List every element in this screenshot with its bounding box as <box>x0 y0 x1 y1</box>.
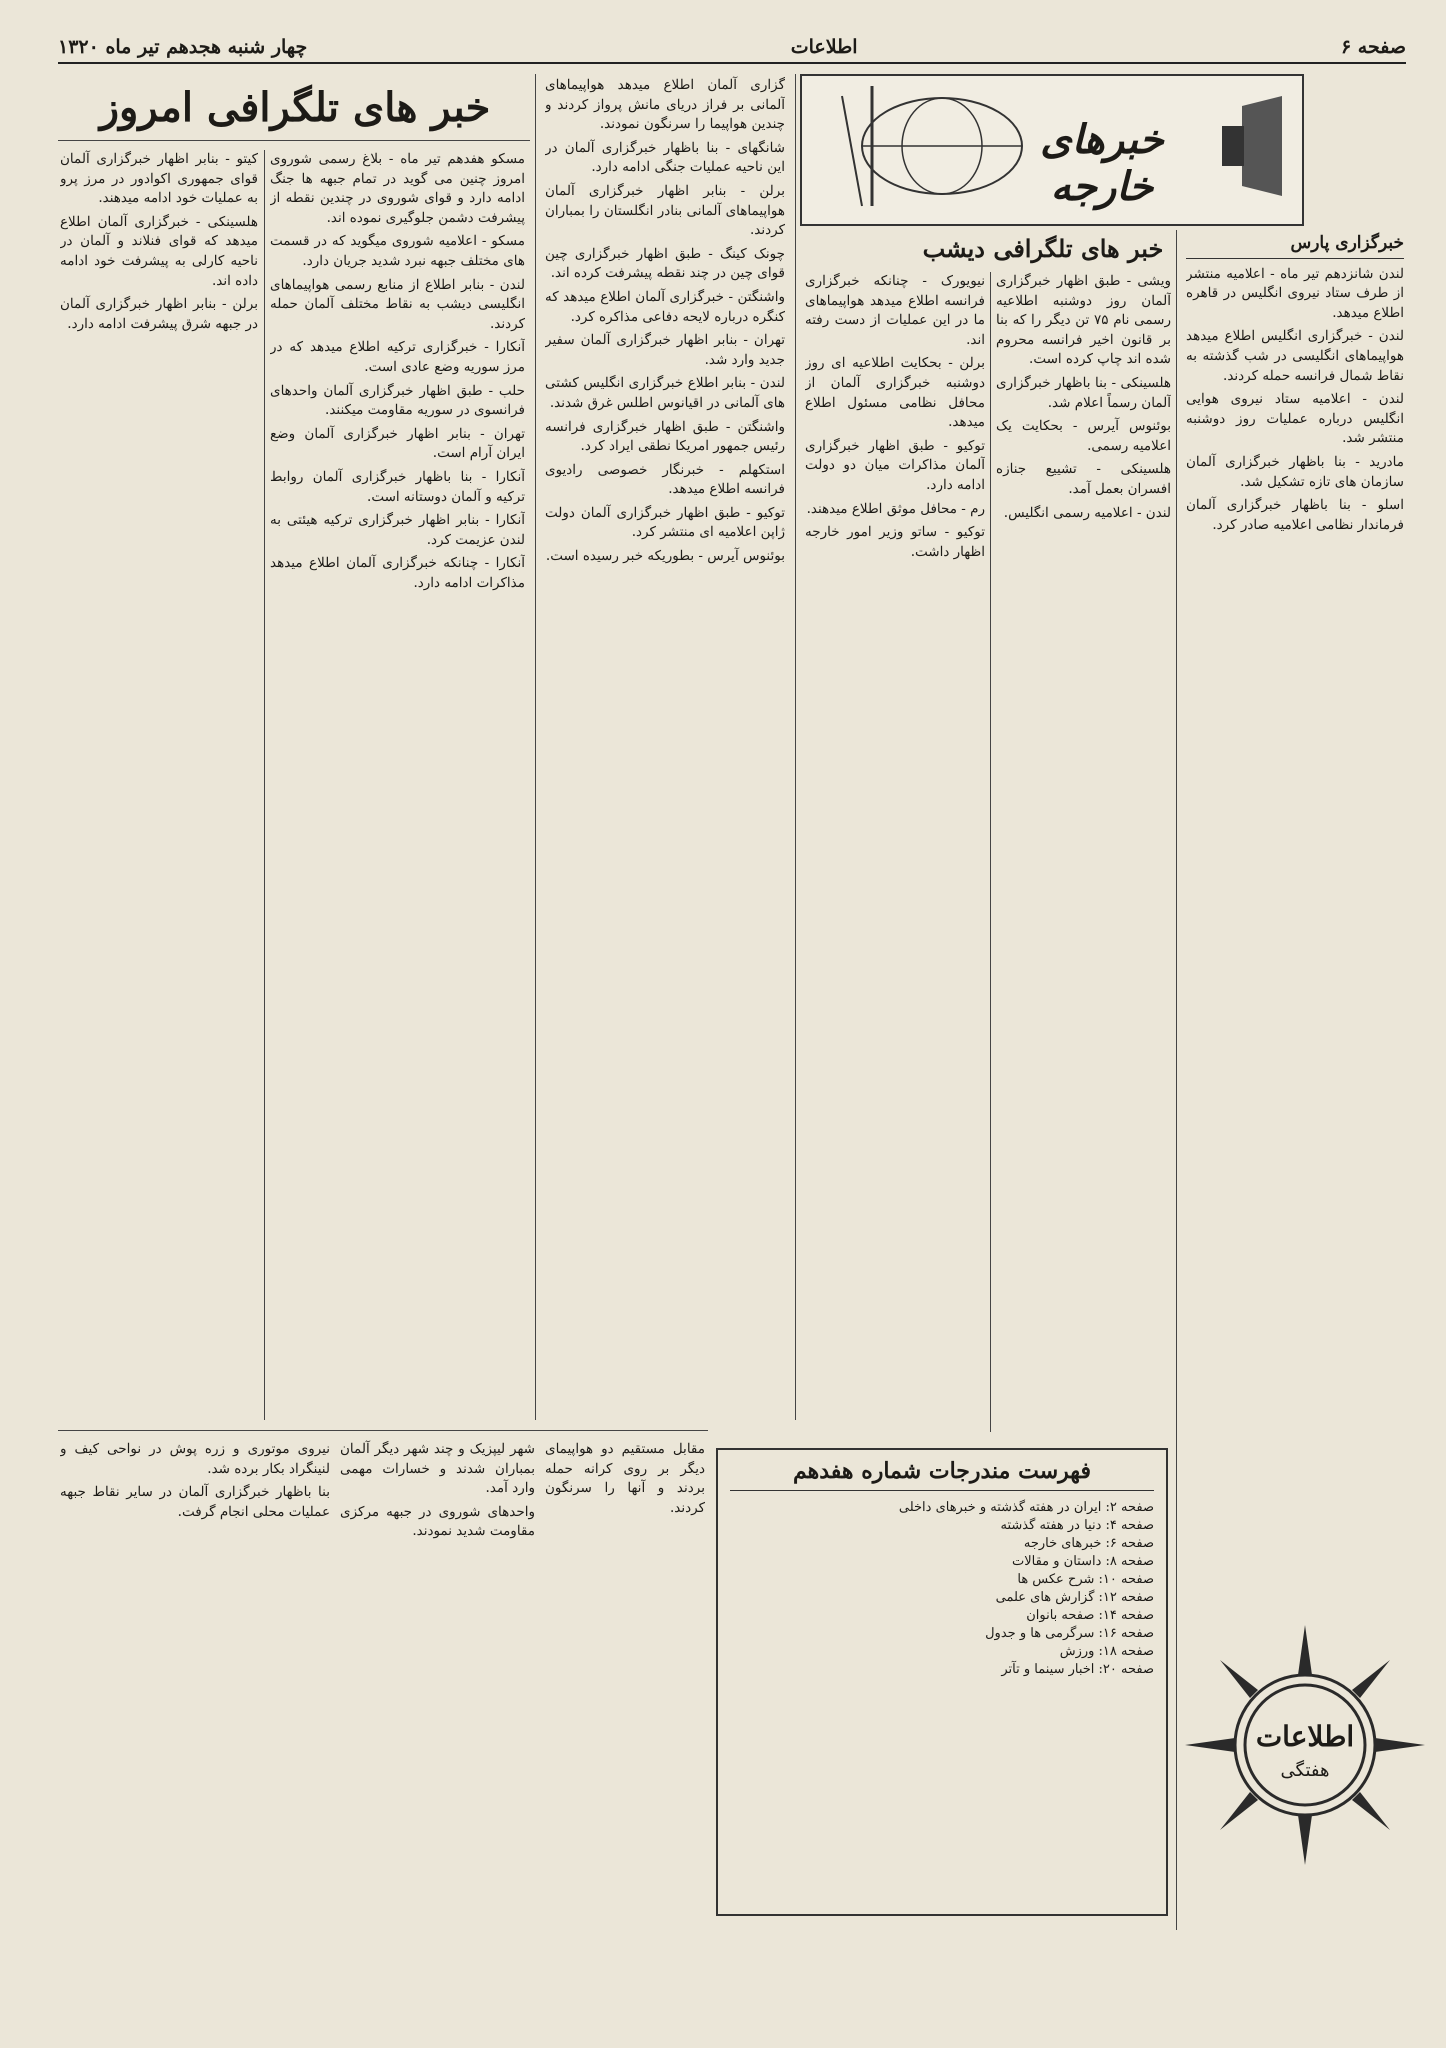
toc-item: صفحه ۱۲: گزارش های علمی <box>995 1590 1154 1605</box>
news-item: بوئنوس آیرس - بحکایت یک اعلامیه رسمی. <box>996 418 1171 454</box>
toc-item: صفحه ۸: داستان و مقالات <box>1011 1554 1154 1569</box>
news-item: کیتو - بنابر اظهار خبرگزاری آلمان قوای جمهوری اکوادور در مرز پرو به عملیات خود ادامه میدهند. <box>60 151 258 207</box>
news-item: برلن - بنابر اظهار خبرگزاری آلمان در جبهه شرق پیشرفت ادامه دارد. <box>60 296 258 332</box>
news-item: لندن شانزدهم تیر ماه - اعلامیه منتشر از طرف ستاد نیروی انگلیس در قاهره اطلاع میدهد. <box>1186 265 1404 321</box>
toc-item: صفحه ۱۴: صفحه بانوان <box>1026 1608 1154 1623</box>
right-headline: خبر های تلگرافی دیشب <box>922 234 1164 263</box>
news-item: آنکارا - بنابر اظهار خبرگزاری ترکیه هیئتی به لندن عزیمت کرد. <box>270 512 525 548</box>
news-item: چونک کینگ - طبق اظهار خبرگزاری چین قوای چین در چند نقطه پیشرفت کرده اند. <box>545 245 785 282</box>
bottom-column-c <box>60 1440 330 1880</box>
toc-title: فهرست مندرجات شماره هفدهم <box>730 1458 1154 1491</box>
bottom-column-a <box>545 1440 705 1880</box>
news-item: نیویورک - چنانکه خبرگزاری فرانسه اطلاع میدهد هواپیماهای ما در این عملیات از دست رفته اند. <box>805 273 985 348</box>
left-column-a <box>270 150 525 1420</box>
news-item: هلسینکی - بنا باظهار خبرگزاری آلمان رسماً اعلام شد. <box>996 374 1171 411</box>
news-item: مقابل مستقیم دو هواپیمای دیگر بر روی کرانه حمله بردند و آنها را سرنگون کردند. <box>545 1441 705 1516</box>
right-news-column-b <box>805 272 985 1432</box>
news-item: آنکارا - چنانکه خبرگزاری آلمان اطلاع میدهد مذاکرات ادامه دارد. <box>270 555 525 591</box>
toc-item: صفحه ۱۶: سرگرمی ها و جدول <box>985 1626 1154 1641</box>
news-item: توکیو - ساتو وزیر امور خارجه اظهار داشت. <box>805 524 985 560</box>
section-rule <box>58 1430 708 1431</box>
news-item: استکهلم - خبرنگار خصوصی رادیوی فرانسه اطلاع میدهد. <box>545 461 785 498</box>
news-item: واحدهای شوروی در جبهه مرکزی مقاومت شدید نمودند. <box>340 1503 535 1540</box>
news-item: مادرید - بنا باظهار خبرگزاری آلمان سازمان های تازه تشکیل شد. <box>1186 453 1404 490</box>
news-item: لندن - اعلامیه ستاد نیروی هوایی انگلیس درباره عملیات روز دوشنبه منتشر شد. <box>1186 391 1404 447</box>
news-item: لندن - بنابر اطلاع از منابع رسمی هواپیماهای انگلیسی دیشب به نقاط مختلف آلمان حمله کردند. <box>270 276 525 332</box>
news-item: شانگهای - بنا باظهار خبرگزاری آلمان در این ناحیه عملیات جنگی ادامه دارد. <box>545 139 785 176</box>
news-item: توکیو - طبق اظهار خبرگزاری آلمان مذاکرات میان دو دولت ادامه دارد. <box>805 437 985 493</box>
column-rule <box>535 74 536 1420</box>
ettelaat-weekly-seal <box>1180 1560 1430 1980</box>
news-item: برلن - بحکایت اطلاعیه ای روز دوشنبه خبرگزاری آلمان از محافل نظامی مسئول اطلاع میدهد. <box>805 355 985 431</box>
news-item: هلسینکی - تشییع جنازه افسران بعمل آمد. <box>996 461 1171 497</box>
toc-item: صفحه ۲۰: اخبار سینما و تآتر <box>1001 1662 1154 1677</box>
page-label: صفحه ۶ <box>1340 36 1406 58</box>
news-item: لندن - اعلامیه رسمی انگلیس. <box>1003 504 1171 521</box>
pars-agency-column <box>1186 232 1404 1532</box>
news-item: مسکو - اعلامیه شوروی میگوید که در قسمت های مختلف جبهه نبرد شدید جریان دارد. <box>270 233 525 269</box>
column-rule <box>1176 230 1177 1930</box>
pars-headline: خبرگزاری پارس <box>1186 234 1404 259</box>
seal-subtitle: هفتگی <box>1280 1760 1330 1781</box>
news-item: گزاری آلمان اطلاع میدهد هواپیماهای آلمانی بر فراز دریای مانش پرواز کردند و چندین هواپیما را سرنگون نمودند. <box>545 77 785 133</box>
news-item: آنکارا - خبرگزاری ترکیه اطلاع میدهد که در مرز سوریه وضع عادی است. <box>270 339 525 375</box>
news-item: هلسینکی - خبرگزاری آلمان اطلاع میدهد که قوای فنلاند و آلمان در ناحیه کارلی به پیشرفت خود ادامه داده اند. <box>60 213 258 289</box>
news-item: نیروی موتوری و زره پوش در نواحی کیف و لنینگراد بکار برده شد. <box>60 1441 330 1477</box>
news-item: ویشی - طبق اظهار خبرگزاری آلمان روز دوشنبه اطلاعیه رسمی نام ۷۵ تن دیگر را که بنا بر قانون اخیر فرانسه محروم شده اند چاپ کرده است. <box>996 273 1171 368</box>
news-item: آنکارا - بنا باظهار خبرگزاری آلمان روابط ترکیه و آلمان دوستانه است. <box>270 468 525 505</box>
news-item: شهر لیپزیک و چند شهر دیگر آلمان بمباران شدند و خسارات مهمی وارد آمد. <box>340 1441 535 1497</box>
news-item: بنا باظهار خبرگزاری آلمان در سایر نقاط جبهه عملیات محلی انجام گرفت. <box>60 1484 330 1520</box>
news-item: لندن - خبرگزاری انگلیس اطلاع میدهد هواپیماهای انگلیسی در شب گذشته به نقاط شمال فرانسه حمله کردند. <box>1186 328 1404 384</box>
right-news-column-a <box>996 272 1171 1432</box>
column-rule <box>990 272 991 1432</box>
column-rule <box>795 74 796 1420</box>
news-item: رم - محافل موثق اطلاع میدهند. <box>806 500 985 517</box>
page-header <box>58 28 1406 64</box>
table-of-contents <box>716 1448 1168 1916</box>
seal-title: اطلاعات <box>1255 1720 1355 1753</box>
column-rule <box>264 150 265 1420</box>
foreign-news-banner <box>800 74 1304 226</box>
news-item: لندن - بنابر اطلاع خبرگزاری انگلیس کشتی های آلمانی در اقیانوس اطلس غرق شدند. <box>545 375 785 411</box>
news-item: تهران - بنابر اظهار خبرگزاری آلمان سفیر جدید وارد شد. <box>545 332 785 368</box>
paper-name: اطلاعات <box>790 36 858 58</box>
news-item: مسکو هفدهم تیر ماه - بلاغ رسمی شوروی امروز چنین می گوید در تمام جبهه ها جنگ ادامه دارد و قوای شوروی در چندین نقطه از پیشرفت دشمن جلوگیری نموده اند. <box>270 151 525 226</box>
news-item: توکیو - طبق اظهار خبرگزاری آلمان دولت ژاپن اعلامیه ای منتشر کرد. <box>545 504 785 541</box>
news-item: واشنگتن - طبق اظهار خبرگزاری فرانسه رئیس جمهور امریکا نطقی ایراد کرد. <box>545 418 785 455</box>
left-headline: خبر های تلگرافی امروز <box>99 84 491 131</box>
toc-item: صفحه ۱۰: شرح عکس ها <box>1017 1572 1154 1587</box>
news-item: حلب - طبق اظهار خبرگزاری آلمان واحدهای فرانسوی در سوریه مقاومت میکنند. <box>270 382 525 419</box>
news-item: اسلو - بنا باظهار خبرگزاری آلمان فرماندار نظامی اعلامیه صادر کرد. <box>1186 497 1404 533</box>
date-line: چهار شنبه هجدهم تیر ماه ۱۳۲۰ <box>58 36 308 58</box>
banner-title: خبرهای خارجه <box>1040 116 1164 210</box>
bottom-column-b <box>340 1440 535 1880</box>
toc-item: صفحه ۶: خبرهای خارجه <box>1023 1536 1154 1551</box>
left-headline-rule <box>58 140 530 141</box>
toc-item: صفحه ۲: ایران در هفته گذشته و خبرهای داخلی <box>898 1500 1154 1515</box>
toc-item: صفحه ۴: دنیا در هفته گذشته <box>1000 1518 1154 1533</box>
news-item: واشنگتن - خبرگزاری آلمان اطلاع میدهد که کنگره درباره لایحه دفاعی مذاکره کرد. <box>545 288 785 325</box>
news-item: تهران - بنابر اظهار خبرگزاری آلمان وضع ایران آرام است. <box>270 425 525 462</box>
left-column-b <box>60 150 258 1420</box>
middle-column <box>545 76 785 1420</box>
news-item: برلن - بنابر اظهار خبرگزاری آلمان هواپیماهای آلمانی بنادر انگلستان را بمباران کردند. <box>545 182 785 239</box>
toc-item: صفحه ۱۸: ورزش <box>1059 1644 1154 1659</box>
news-item: بوئنوس آیرس - بطوریکه خبر رسیده است. <box>545 548 785 565</box>
